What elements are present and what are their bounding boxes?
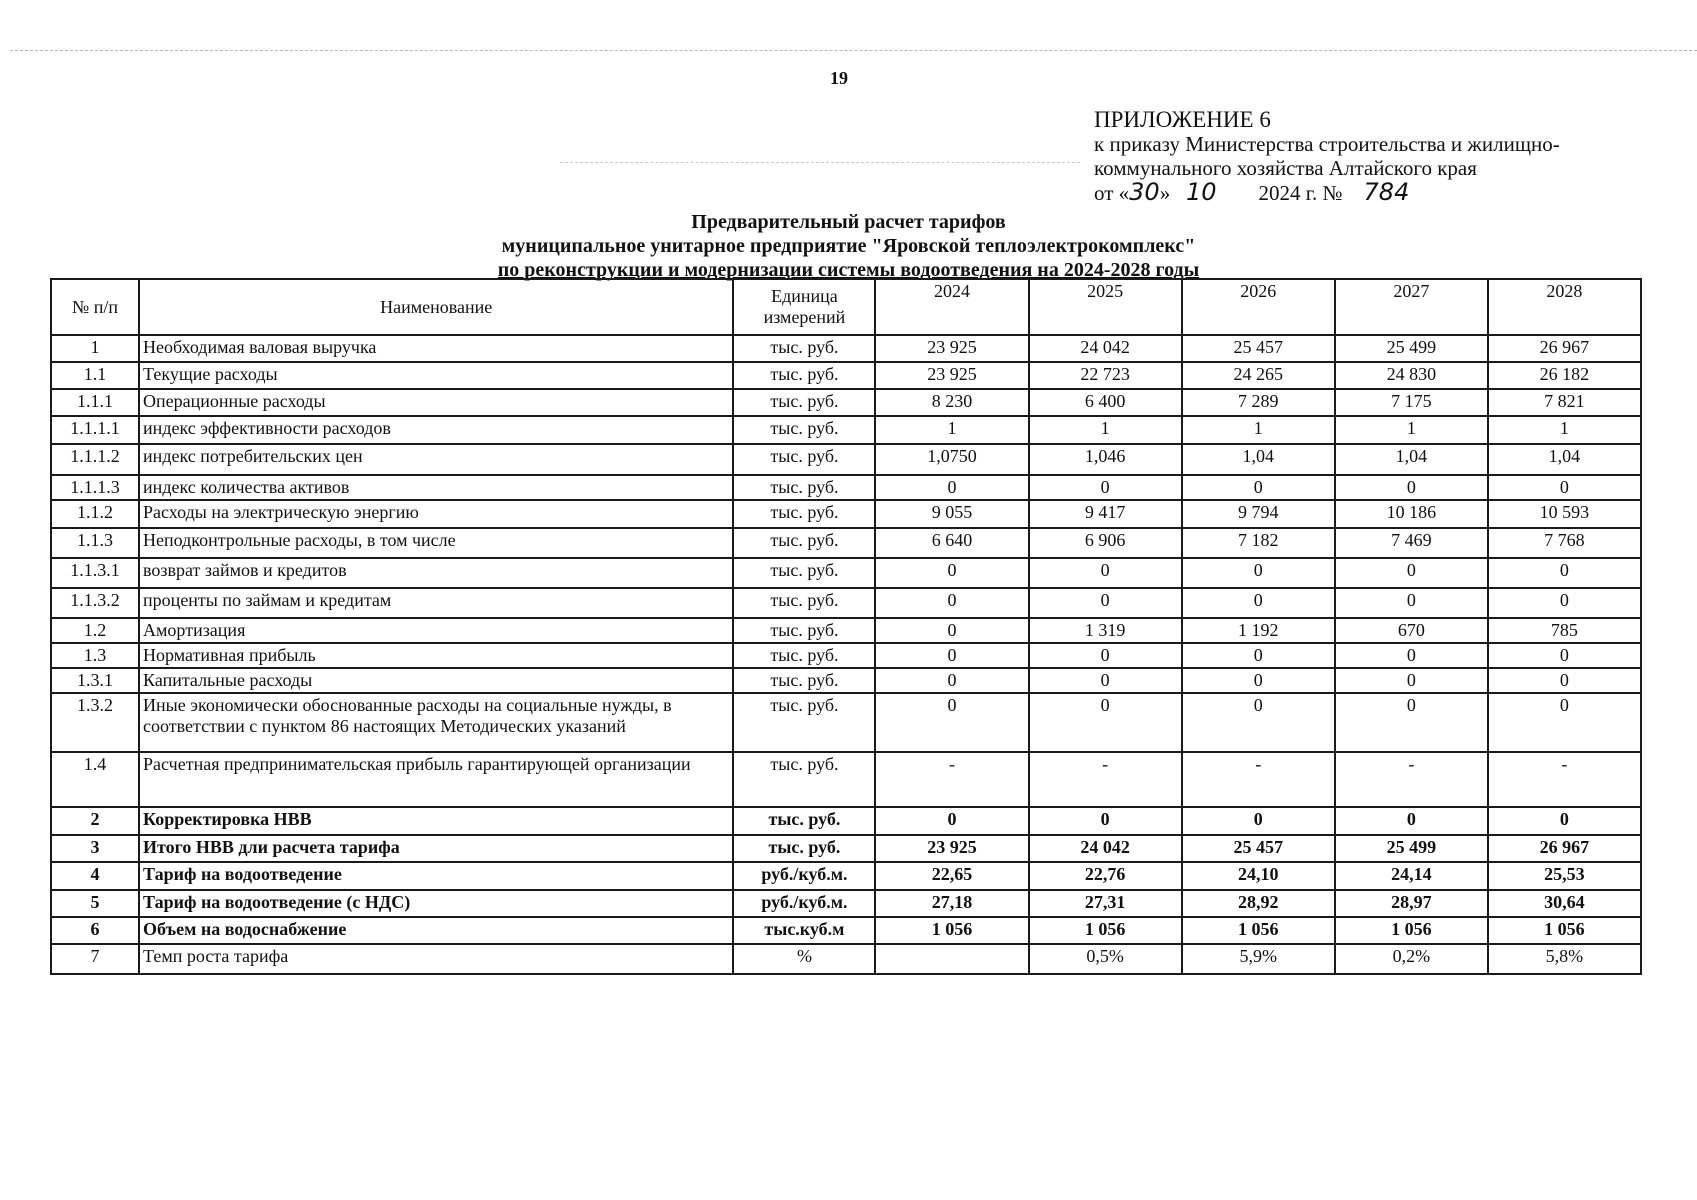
table-row [51,807,1641,835]
row-value: 0 [1335,643,1488,668]
row-value: 25 499 [1335,835,1488,862]
document-titles [0,210,1697,282]
table-row [51,444,1641,475]
row-unit: тыс. руб. [733,416,875,444]
row-value: 1 319 [1029,618,1182,643]
row-value: 1 056 [1488,917,1641,944]
table-row [51,862,1641,890]
row-name: Капитальные расходы [139,668,733,693]
row-unit: тыс. руб. [733,643,875,668]
row-value: 0 [875,807,1028,835]
row-name: Нормативная прибыль [139,643,733,668]
row-name: Тариф на водоотведение [139,862,733,890]
header-year: 2024 [875,279,1028,335]
header-year: 2028 [1488,279,1641,335]
table-row [51,668,1641,693]
row-unit: тыс. руб. [733,618,875,643]
row-value: - [1335,752,1488,807]
table-header-row [51,279,1641,335]
handwritten-day: 30 [1129,178,1160,206]
row-value: 0 [875,558,1028,588]
row-value: 10 593 [1488,500,1641,528]
row-name: возврат займов и кредитов [139,558,733,588]
row-value: 8 230 [875,389,1028,416]
tariff-table [50,278,1642,975]
row-value: 30,64 [1488,890,1641,917]
header-unit: Единица измерений [733,279,875,335]
row-value: 24 830 [1335,362,1488,389]
row-number: 1.1.2 [51,500,139,528]
appendix-line-1: к приказу Министерства строительства и жилищно- [1094,132,1560,156]
row-unit: тыс. руб. [733,835,875,862]
row-value: 7 289 [1182,389,1335,416]
appendix-title: ПРИЛОЖЕНИЕ 6 [1094,107,1271,132]
row-unit: руб./куб.м. [733,862,875,890]
row-unit: тыс. руб. [733,668,875,693]
row-unit: тыс. руб. [733,362,875,389]
row-value: 0 [1335,588,1488,618]
row-value: 1,046 [1029,444,1182,475]
row-value: 0 [875,618,1028,643]
row-value: 0 [1488,668,1641,693]
row-value: 1,04 [1488,444,1641,475]
row-value: 0 [1488,475,1641,500]
row-unit: тыс. руб. [733,558,875,588]
row-value: 1,04 [1182,444,1335,475]
handwritten-order-number: 784 [1363,178,1410,206]
row-number: 3 [51,835,139,862]
row-name: индекс количества активов [139,475,733,500]
row-value: 9 794 [1182,500,1335,528]
row-value: 0 [1029,643,1182,668]
date-separator: » [1159,181,1171,205]
row-unit: тыс. руб. [733,389,875,416]
row-value: 22,76 [1029,862,1182,890]
row-value: 785 [1488,618,1641,643]
row-value: 1 [1182,416,1335,444]
row-value: 5,8% [1488,944,1641,974]
row-value: 24,10 [1182,862,1335,890]
handwritten-month: 10 [1185,178,1217,206]
row-value: 670 [1335,618,1488,643]
row-value: 0 [1335,693,1488,752]
row-value: - [1029,752,1182,807]
row-name: индекс эффективности расходов [139,416,733,444]
row-unit: тыс.куб.м [733,917,875,944]
row-name: индекс потребительских цен [139,444,733,475]
row-number: 1.3.2 [51,693,139,752]
row-value: 0 [1182,558,1335,588]
row-number: 1 [51,335,139,362]
page-faint-rule [560,162,1080,163]
row-value: 0 [1029,558,1182,588]
row-value: 1 192 [1182,618,1335,643]
row-value: 0 [1488,588,1641,618]
row-name: Иные экономически обоснованные расходы на социальные нужды, в соответствии с пунктом 86 настоящих Методических указаний [139,693,733,752]
row-value: 0 [1488,558,1641,588]
row-value: 24 265 [1182,362,1335,389]
row-value: 1 [875,416,1028,444]
row-value: 1 056 [875,917,1028,944]
row-unit: руб./куб.м. [733,890,875,917]
row-value: 7 469 [1335,528,1488,558]
row-value: 0 [1182,668,1335,693]
row-name: Текущие расходы [139,362,733,389]
table-row [51,416,1641,444]
row-value: 7 768 [1488,528,1641,558]
row-value: 0 [875,693,1028,752]
table-row [51,362,1641,389]
row-value: 1,0750 [875,444,1028,475]
row-name: Необходимая валовая выручка [139,335,733,362]
row-value: 23 925 [875,835,1028,862]
row-number: 1.1.1.1 [51,416,139,444]
row-number: 1.1.3.2 [51,588,139,618]
row-name: Расчетная предпринимательская прибыль гарантирующей организации [139,752,733,807]
header-name: Наименование [139,279,733,335]
row-number: 1.1.1.2 [51,444,139,475]
row-value: 22,65 [875,862,1028,890]
row-unit: тыс. руб. [733,752,875,807]
table-row [51,693,1641,752]
row-value: 0 [1335,475,1488,500]
row-value: 0 [1029,588,1182,618]
row-number: 1.1.3 [51,528,139,558]
date-prefix: от « [1094,181,1130,205]
row-value: 25 457 [1182,335,1335,362]
row-value: 28,92 [1182,890,1335,917]
appendix-block [1094,108,1560,205]
document-subtitle: муниципальное унитарное предприятие "Яровской теплоэлектрокомплекс" [501,235,1196,257]
row-unit: тыс. руб. [733,807,875,835]
page-top-rule [10,50,1697,51]
table-row [51,335,1641,362]
header-num: № п/п [51,279,139,335]
row-value: 0 [875,643,1028,668]
row-unit: тыс. руб. [733,335,875,362]
row-value: 26 967 [1488,335,1641,362]
row-name: проценты по займам и кредитам [139,588,733,618]
document-subtitle-2: по реконструкции и модернизации системы водоотведения на 2024-2028 годы [497,259,1200,281]
row-value: 1 [1029,416,1182,444]
row-value: 0 [875,588,1028,618]
row-value: 0 [1182,588,1335,618]
row-value: 0 [1182,475,1335,500]
year-label: 2024 г. № [1258,181,1343,205]
row-value: 7 821 [1488,389,1641,416]
row-value: 27,18 [875,890,1028,917]
table-row [51,752,1641,807]
row-value: 0,2% [1335,944,1488,974]
row-unit: тыс. руб. [733,588,875,618]
row-value: 1 056 [1029,917,1182,944]
row-name: Неподконтрольные расходы, в том числе [139,528,733,558]
row-value: 0 [1488,643,1641,668]
row-value: 0 [1488,807,1641,835]
row-name: Операционные расходы [139,389,733,416]
row-value: 0 [1335,807,1488,835]
row-name: Тариф на водоотведение (с НДС) [139,890,733,917]
table-row [51,890,1641,917]
table-row [51,588,1641,618]
row-value: 1 [1335,416,1488,444]
row-number: 1.1.3.1 [51,558,139,588]
row-number: 1.1.1.3 [51,475,139,500]
row-value: 0 [875,475,1028,500]
page-number: 19 [830,68,848,88]
row-value: 7 175 [1335,389,1488,416]
row-unit: тыс. руб. [733,500,875,528]
row-value: 9 417 [1029,500,1182,528]
row-value: 6 640 [875,528,1028,558]
document-title: Предварительный расчет тарифов [691,211,1006,233]
row-value: 0 [1029,693,1182,752]
row-value: 0 [1029,475,1182,500]
row-value: - [1488,752,1641,807]
table-body [51,335,1641,974]
row-unit: тыс. руб. [733,693,875,752]
row-number: 1.3 [51,643,139,668]
header-year: 2027 [1335,279,1488,335]
row-name: Расходы на электрическую энергию [139,500,733,528]
row-value: 24 042 [1029,335,1182,362]
row-value: 22 723 [1029,362,1182,389]
table-row [51,835,1641,862]
table-row [51,500,1641,528]
row-unit: тыс. руб. [733,528,875,558]
row-number: 1.2 [51,618,139,643]
row-value: 6 400 [1029,389,1182,416]
row-value: 0 [1182,807,1335,835]
row-number: 2 [51,807,139,835]
row-unit: тыс. руб. [733,444,875,475]
row-value: 23 925 [875,335,1028,362]
row-unit: % [733,944,875,974]
row-value: 25 499 [1335,335,1488,362]
row-value: 27,31 [1029,890,1182,917]
row-value: 0 [1335,558,1488,588]
row-value: 0 [1182,643,1335,668]
row-value: - [875,752,1028,807]
table-row [51,917,1641,944]
row-value: 9 055 [875,500,1028,528]
table-row [51,618,1641,643]
row-value: 26 967 [1488,835,1641,862]
row-value: 1 056 [1182,917,1335,944]
row-number: 1.1.1 [51,389,139,416]
row-unit: тыс. руб. [733,475,875,500]
row-value: 23 925 [875,362,1028,389]
row-name: Темп роста тарифа [139,944,733,974]
row-value: 24 042 [1029,835,1182,862]
row-value: 0 [1029,668,1182,693]
row-number: 5 [51,890,139,917]
row-value: 25,53 [1488,862,1641,890]
row-value: 1,04 [1335,444,1488,475]
table-row [51,643,1641,668]
row-value: 0 [1029,807,1182,835]
row-value: 0 [1182,693,1335,752]
table-row [51,528,1641,558]
row-number: 1.3.1 [51,668,139,693]
row-value: 10 186 [1335,500,1488,528]
row-value: 24,14 [1335,862,1488,890]
row-value: 0 [875,668,1028,693]
row-value: 0 [1335,668,1488,693]
row-value: 7 182 [1182,528,1335,558]
row-number: 1.4 [51,752,139,807]
row-name: Итого НВВ дли расчета тарифа [139,835,733,862]
row-value: 25 457 [1182,835,1335,862]
appendix-date-line [1094,180,1560,205]
row-value: 5,9% [1182,944,1335,974]
row-value: 28,97 [1335,890,1488,917]
row-name: Амортизация [139,618,733,643]
row-value: - [1182,752,1335,807]
table-row [51,558,1641,588]
row-number: 4 [51,862,139,890]
row-name: Объем на водоснабжение [139,917,733,944]
table-row [51,475,1641,500]
appendix-line-2: коммунального хозяйства Алтайского края [1094,156,1477,180]
row-value: 1 056 [1335,917,1488,944]
row-name: Корректировка НВВ [139,807,733,835]
row-number: 1.1 [51,362,139,389]
header-year: 2026 [1182,279,1335,335]
row-value: 1 [1488,416,1641,444]
row-value: 0,5% [1029,944,1182,974]
table-row [51,389,1641,416]
table-row [51,944,1641,974]
row-value: 26 182 [1488,362,1641,389]
row-value: 6 906 [1029,528,1182,558]
row-number: 7 [51,944,139,974]
row-value: 0 [1488,693,1641,752]
header-year: 2025 [1029,279,1182,335]
row-number: 6 [51,917,139,944]
row-value [875,944,1028,974]
